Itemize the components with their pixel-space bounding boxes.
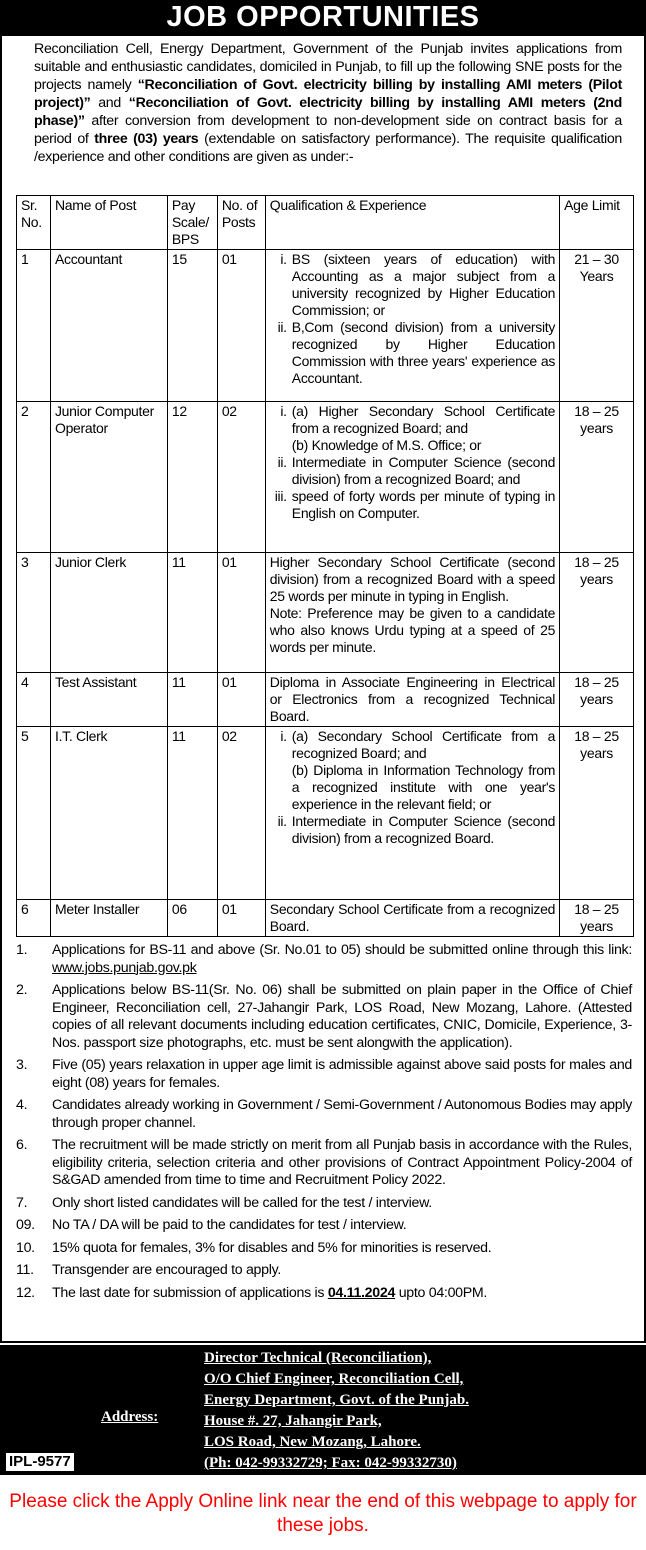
pay-scale: 12 [167,402,217,553]
qualification-item [270,437,555,454]
note-body: upto 04:00PM. [395,1284,488,1301]
note-number: 7. [16,1194,28,1211]
note-body: 15% quota for females, 3% for disables and 5% for minorities is reserved. [52,1239,492,1256]
pay-scale: 11 [167,553,217,673]
note-item [16,1097,632,1132]
item-text: (a) Higher Secondary School Certificate from a recognized Board; and [291,403,556,436]
age-limit: 18 – 25 years [560,727,634,900]
no-of-posts: 02 [217,402,265,553]
table-row [17,727,634,900]
qualification-text: Diploma in Associate Engineering in Electrical or Electronics from a recognized Technical Board. [269,674,556,724]
advertisement-body [0,36,646,1343]
intro-text: Reconciliation Cell, Energy Department, Government of the Punjab invites applications from suitable and enthusiastic candidates, domiciled in Punjab, to fill up the following SNE posts for the projects namely [34,41,622,93]
item-text: (b) Knowledge of M.S. Office; or [291,437,482,453]
item-number [270,762,292,813]
note-number: 11. [16,1262,34,1278]
item-text: B,Com (second division) from a university recognized by Higher Education Commission with three years' experience as Accountant. [291,319,556,386]
age-limit: 18 – 25 years [560,553,634,673]
note-body: Candidates already working in Government / Semi-Government / Autonomous Bodies may apply through proper channel. [52,1097,632,1131]
item-number: iii. [274,488,287,504]
note-text [52,1240,632,1258]
table-row [17,900,634,937]
qualification-item [270,403,555,437]
item-number: ii. [277,319,287,335]
qualification-text: Higher Secondary School Certificate (second division) from a recognized Board with a speed 25 words per minute in typing in English. [269,554,556,604]
note-text [52,942,632,977]
apply-link[interactable]: www.jobs.punjab.gov.pk [52,959,197,976]
no-of-posts: 01 [217,250,265,402]
post-name: Test Assistant [50,673,167,727]
sr-no: 6 [17,900,51,937]
sr-no: 3 [17,553,51,673]
item-number: i. [280,251,287,267]
project-name-2: “Reconciliation of Govt. electricity billing by installing AMI meters (2nd phase)” [34,95,622,129]
qualification-text: Secondary School Certificate from a recognized Board. [269,901,556,934]
item-text: Intermediate in Computer Science (second division) from a recognized Board. [291,813,556,846]
item-text: Intermediate in Computer Science (second division) from a recognized Board; and [291,454,556,487]
note-text [52,982,632,1052]
note-text [52,1195,632,1213]
qualification-item [270,728,555,762]
note-body: The last date for submission of applications is [52,1284,328,1301]
post-name: I.T. Clerk [50,727,167,900]
intro-text: (extendable on satisfactory performance). The requisite qualification /experience and other conditions are given as under:- [34,131,622,165]
note-text [52,1097,632,1132]
note-number: 2. [16,982,28,998]
item-number [270,437,292,454]
note-text [52,1057,632,1092]
qualification-item [270,251,555,319]
column-header: Pay Scale/ BPS [167,196,217,250]
note-body: Applications below BS-11(Sr. No. 06) shall be submitted on plain paper in the Office of Chief Engineer, Reconciliation cell, 27-Jahangir Park, LOS Road, New Mozang, Lahore. (Attested copies of all relevant documents including education certificates, CNIC, Domicile, Experience, 3-Nos. passport size photographs, etc. must be sent alongwith the application). [52,982,632,1051]
column-header: Age Limit [560,196,634,250]
note-item [16,942,632,977]
qualification-item [270,319,555,387]
post-name: Meter Installer [50,900,167,937]
age-limit: 21 – 30 Years [560,250,634,402]
post-name: Junior Computer Operator [50,402,167,553]
qualification [265,727,559,900]
table-row [17,250,634,402]
note-body: Applications for BS-11 and above (Sr. No.01 to 05) should be submitted online through this link: [52,942,632,958]
last-date: 04.11.2024 [327,1284,396,1301]
item-number: ii. [277,813,287,829]
qualification [265,250,559,402]
pay-scale: 06 [167,900,217,937]
no-of-posts: 01 [217,673,265,727]
qualification-note: Note: Preference may be given to a candidate who also knows Urdu typing at a speed of 25 words per minute. [269,605,556,655]
item-text: BS (sixteen years of education) with Accounting as a major subject from a university recognized by Higher Education Commission; or [291,251,556,318]
address-line: LOS Road, New Mozang, Lahore. [204,1434,421,1450]
note-item [16,1057,632,1092]
address-label: Address: [101,1409,159,1425]
item-number: ii. [277,454,287,470]
address-line: O/O Chief Engineer, Reconciliation Cell, [204,1371,464,1387]
intro-text: after conversion from development to non-development side on contract basis for a period of [34,113,622,147]
age-limit: 18 – 25 years [560,673,634,727]
sr-no: 5 [17,727,51,900]
address-line: (Ph: 042-99332729; Fax: 042-99332730) [204,1455,457,1471]
note-text [52,1262,632,1280]
table-row [17,553,634,673]
sr-no: 4 [17,673,51,727]
apply-online-notice: Please click the Apply Online link near the end of this webpage to apply for these jobs. [9,1491,637,1536]
age-limit: 18 – 25 years [560,900,634,937]
note-item [16,1137,632,1190]
address-footer [0,1345,646,1475]
note-number: 4. [16,1097,28,1113]
sr-no: 1 [17,250,51,402]
sr-no: 2 [17,402,51,553]
note-item [16,1240,632,1258]
note-item [16,982,632,1052]
qualification [265,553,559,673]
qualification-item [270,488,555,522]
intro-text: and [90,95,129,111]
ad-reference: IPL-9577 [6,1453,74,1471]
pay-scale: 11 [167,727,217,900]
address-line: House #. 27, Jahangir Park, [204,1413,382,1429]
note-number: 10. [16,1239,35,1256]
note-number: 3. [16,1057,28,1073]
note-item [16,1217,632,1235]
pay-scale: 15 [167,250,217,402]
note-text [52,1285,632,1303]
note-number: 6. [16,1137,28,1153]
item-number: i. [280,403,287,419]
note-body: No TA / DA will be paid to the candidates for test / interview. [52,1217,407,1233]
note-number: 1. [16,942,28,958]
item-number: i. [280,728,287,744]
project-name-1: “Reconciliation of Govt. electricity billing by installing AMI meters (Pilot project)” [34,77,622,111]
contract-period: three (03) years [94,131,199,147]
note-text [52,1137,632,1190]
column-header: No. of Posts [217,196,265,250]
note-body: Five (05) years relaxation in upper age limit is admissible against above said posts for males and eight (08) years for females. [52,1057,632,1091]
address-line: Director Technical (Reconciliation), [204,1350,432,1366]
note-body: The recruitment will be made strictly on merit from all Punjab basis in accordance with the Rules, eligibility criteria, selection criteria and other provisions of Contract Appointment Policy-2004 of S&GAD amended from time to time and Recruitment Policy 2022. [52,1137,632,1188]
no-of-posts: 02 [217,727,265,900]
note-item [16,1262,632,1280]
page-title: JOB OPPORTUNITIES [0,0,646,36]
column-header: Qualification & Experience [265,196,559,250]
qualification-item [270,762,555,813]
note-body: Transgender are encouraged to apply. [52,1262,281,1278]
address-block [204,1348,469,1474]
post-name: Junior Clerk [50,553,167,673]
posts-table [16,195,634,937]
post-name: Accountant [50,250,167,402]
intro-paragraph [34,40,622,166]
table-row [17,673,634,727]
column-header: Sr. No. [17,196,51,250]
qualification-item [270,813,555,847]
no-of-posts: 01 [217,900,265,937]
note-item [16,1285,632,1303]
note-number: 09. [16,1217,35,1233]
no-of-posts: 01 [217,553,265,673]
note-number: 12. [16,1284,35,1301]
note-item [16,1195,632,1213]
address-line: Energy Department, Govt. of the Punjab. [204,1392,469,1408]
item-text: speed of forty words per minute of typing in English on Computer. [291,488,556,521]
pay-scale: 11 [167,673,217,727]
age-limit: 18 – 25 years [560,402,634,553]
qualification-item [270,454,555,488]
notes-list [16,942,632,1307]
item-text: (a) Secondary School Certificate from a recognized Board; and [291,728,556,761]
note-text [52,1217,632,1235]
column-header: Name of Post [50,196,167,250]
qualification [265,673,559,727]
qualification [265,402,559,553]
note-body: Only short listed candidates will be called for the test / interview. [52,1194,432,1211]
table-row [17,402,634,553]
qualification [265,900,559,937]
item-text: (b) Diploma in Information Technology from a recognized institute with one year's experience in the relevant field; or [291,762,556,812]
